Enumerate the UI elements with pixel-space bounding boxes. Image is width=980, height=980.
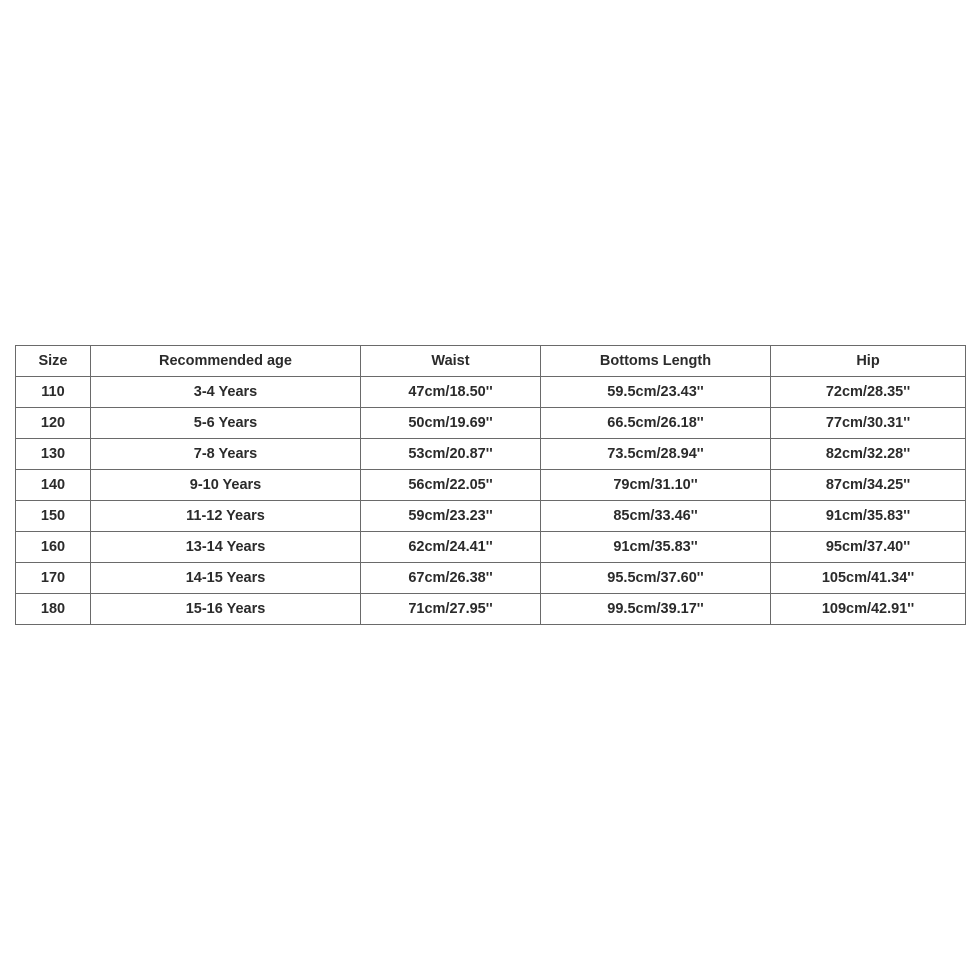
cell-recommended-age: 15-16 Years bbox=[91, 594, 361, 625]
cell-recommended-age: 11-12 Years bbox=[91, 501, 361, 532]
cell-bottoms-length: 79cm/31.10'' bbox=[541, 470, 771, 501]
table-row bbox=[16, 594, 966, 625]
cell-recommended-age: 3-4 Years bbox=[91, 377, 361, 408]
cell-bottoms-length: 85cm/33.46'' bbox=[541, 501, 771, 532]
header-hip: Hip bbox=[771, 346, 966, 377]
cell-hip: 87cm/34.25'' bbox=[771, 470, 966, 501]
table-header-row bbox=[16, 346, 966, 377]
cell-waist: 62cm/24.41'' bbox=[361, 532, 541, 563]
size-chart-table bbox=[15, 345, 966, 625]
cell-waist: 67cm/26.38'' bbox=[361, 563, 541, 594]
cell-bottoms-length: 95.5cm/37.60'' bbox=[541, 563, 771, 594]
cell-waist: 56cm/22.05'' bbox=[361, 470, 541, 501]
cell-size: 150 bbox=[16, 501, 91, 532]
cell-recommended-age: 13-14 Years bbox=[91, 532, 361, 563]
cell-waist: 59cm/23.23'' bbox=[361, 501, 541, 532]
cell-recommended-age: 9-10 Years bbox=[91, 470, 361, 501]
table-row bbox=[16, 563, 966, 594]
cell-size: 140 bbox=[16, 470, 91, 501]
header-size: Size bbox=[16, 346, 91, 377]
table-row bbox=[16, 470, 966, 501]
cell-recommended-age: 5-6 Years bbox=[91, 408, 361, 439]
header-recommended-age: Recommended age bbox=[91, 346, 361, 377]
cell-bottoms-length: 59.5cm/23.43'' bbox=[541, 377, 771, 408]
cell-waist: 53cm/20.87'' bbox=[361, 439, 541, 470]
table-row bbox=[16, 439, 966, 470]
cell-hip: 105cm/41.34'' bbox=[771, 563, 966, 594]
cell-waist: 71cm/27.95'' bbox=[361, 594, 541, 625]
cell-size: 160 bbox=[16, 532, 91, 563]
table-row bbox=[16, 501, 966, 532]
table-row bbox=[16, 377, 966, 408]
cell-hip: 95cm/37.40'' bbox=[771, 532, 966, 563]
cell-hip: 91cm/35.83'' bbox=[771, 501, 966, 532]
cell-size: 130 bbox=[16, 439, 91, 470]
cell-bottoms-length: 99.5cm/39.17'' bbox=[541, 594, 771, 625]
cell-bottoms-length: 66.5cm/26.18'' bbox=[541, 408, 771, 439]
header-bottoms-length: Bottoms Length bbox=[541, 346, 771, 377]
cell-bottoms-length: 73.5cm/28.94'' bbox=[541, 439, 771, 470]
cell-hip: 72cm/28.35'' bbox=[771, 377, 966, 408]
table-row bbox=[16, 408, 966, 439]
cell-hip: 109cm/42.91'' bbox=[771, 594, 966, 625]
cell-waist: 50cm/19.69'' bbox=[361, 408, 541, 439]
header-waist: Waist bbox=[361, 346, 541, 377]
cell-size: 110 bbox=[16, 377, 91, 408]
cell-recommended-age: 14-15 Years bbox=[91, 563, 361, 594]
cell-size: 170 bbox=[16, 563, 91, 594]
table-row bbox=[16, 532, 966, 563]
cell-bottoms-length: 91cm/35.83'' bbox=[541, 532, 771, 563]
cell-recommended-age: 7-8 Years bbox=[91, 439, 361, 470]
cell-size: 120 bbox=[16, 408, 91, 439]
cell-waist: 47cm/18.50'' bbox=[361, 377, 541, 408]
cell-hip: 77cm/30.31'' bbox=[771, 408, 966, 439]
cell-hip: 82cm/32.28'' bbox=[771, 439, 966, 470]
cell-size: 180 bbox=[16, 594, 91, 625]
